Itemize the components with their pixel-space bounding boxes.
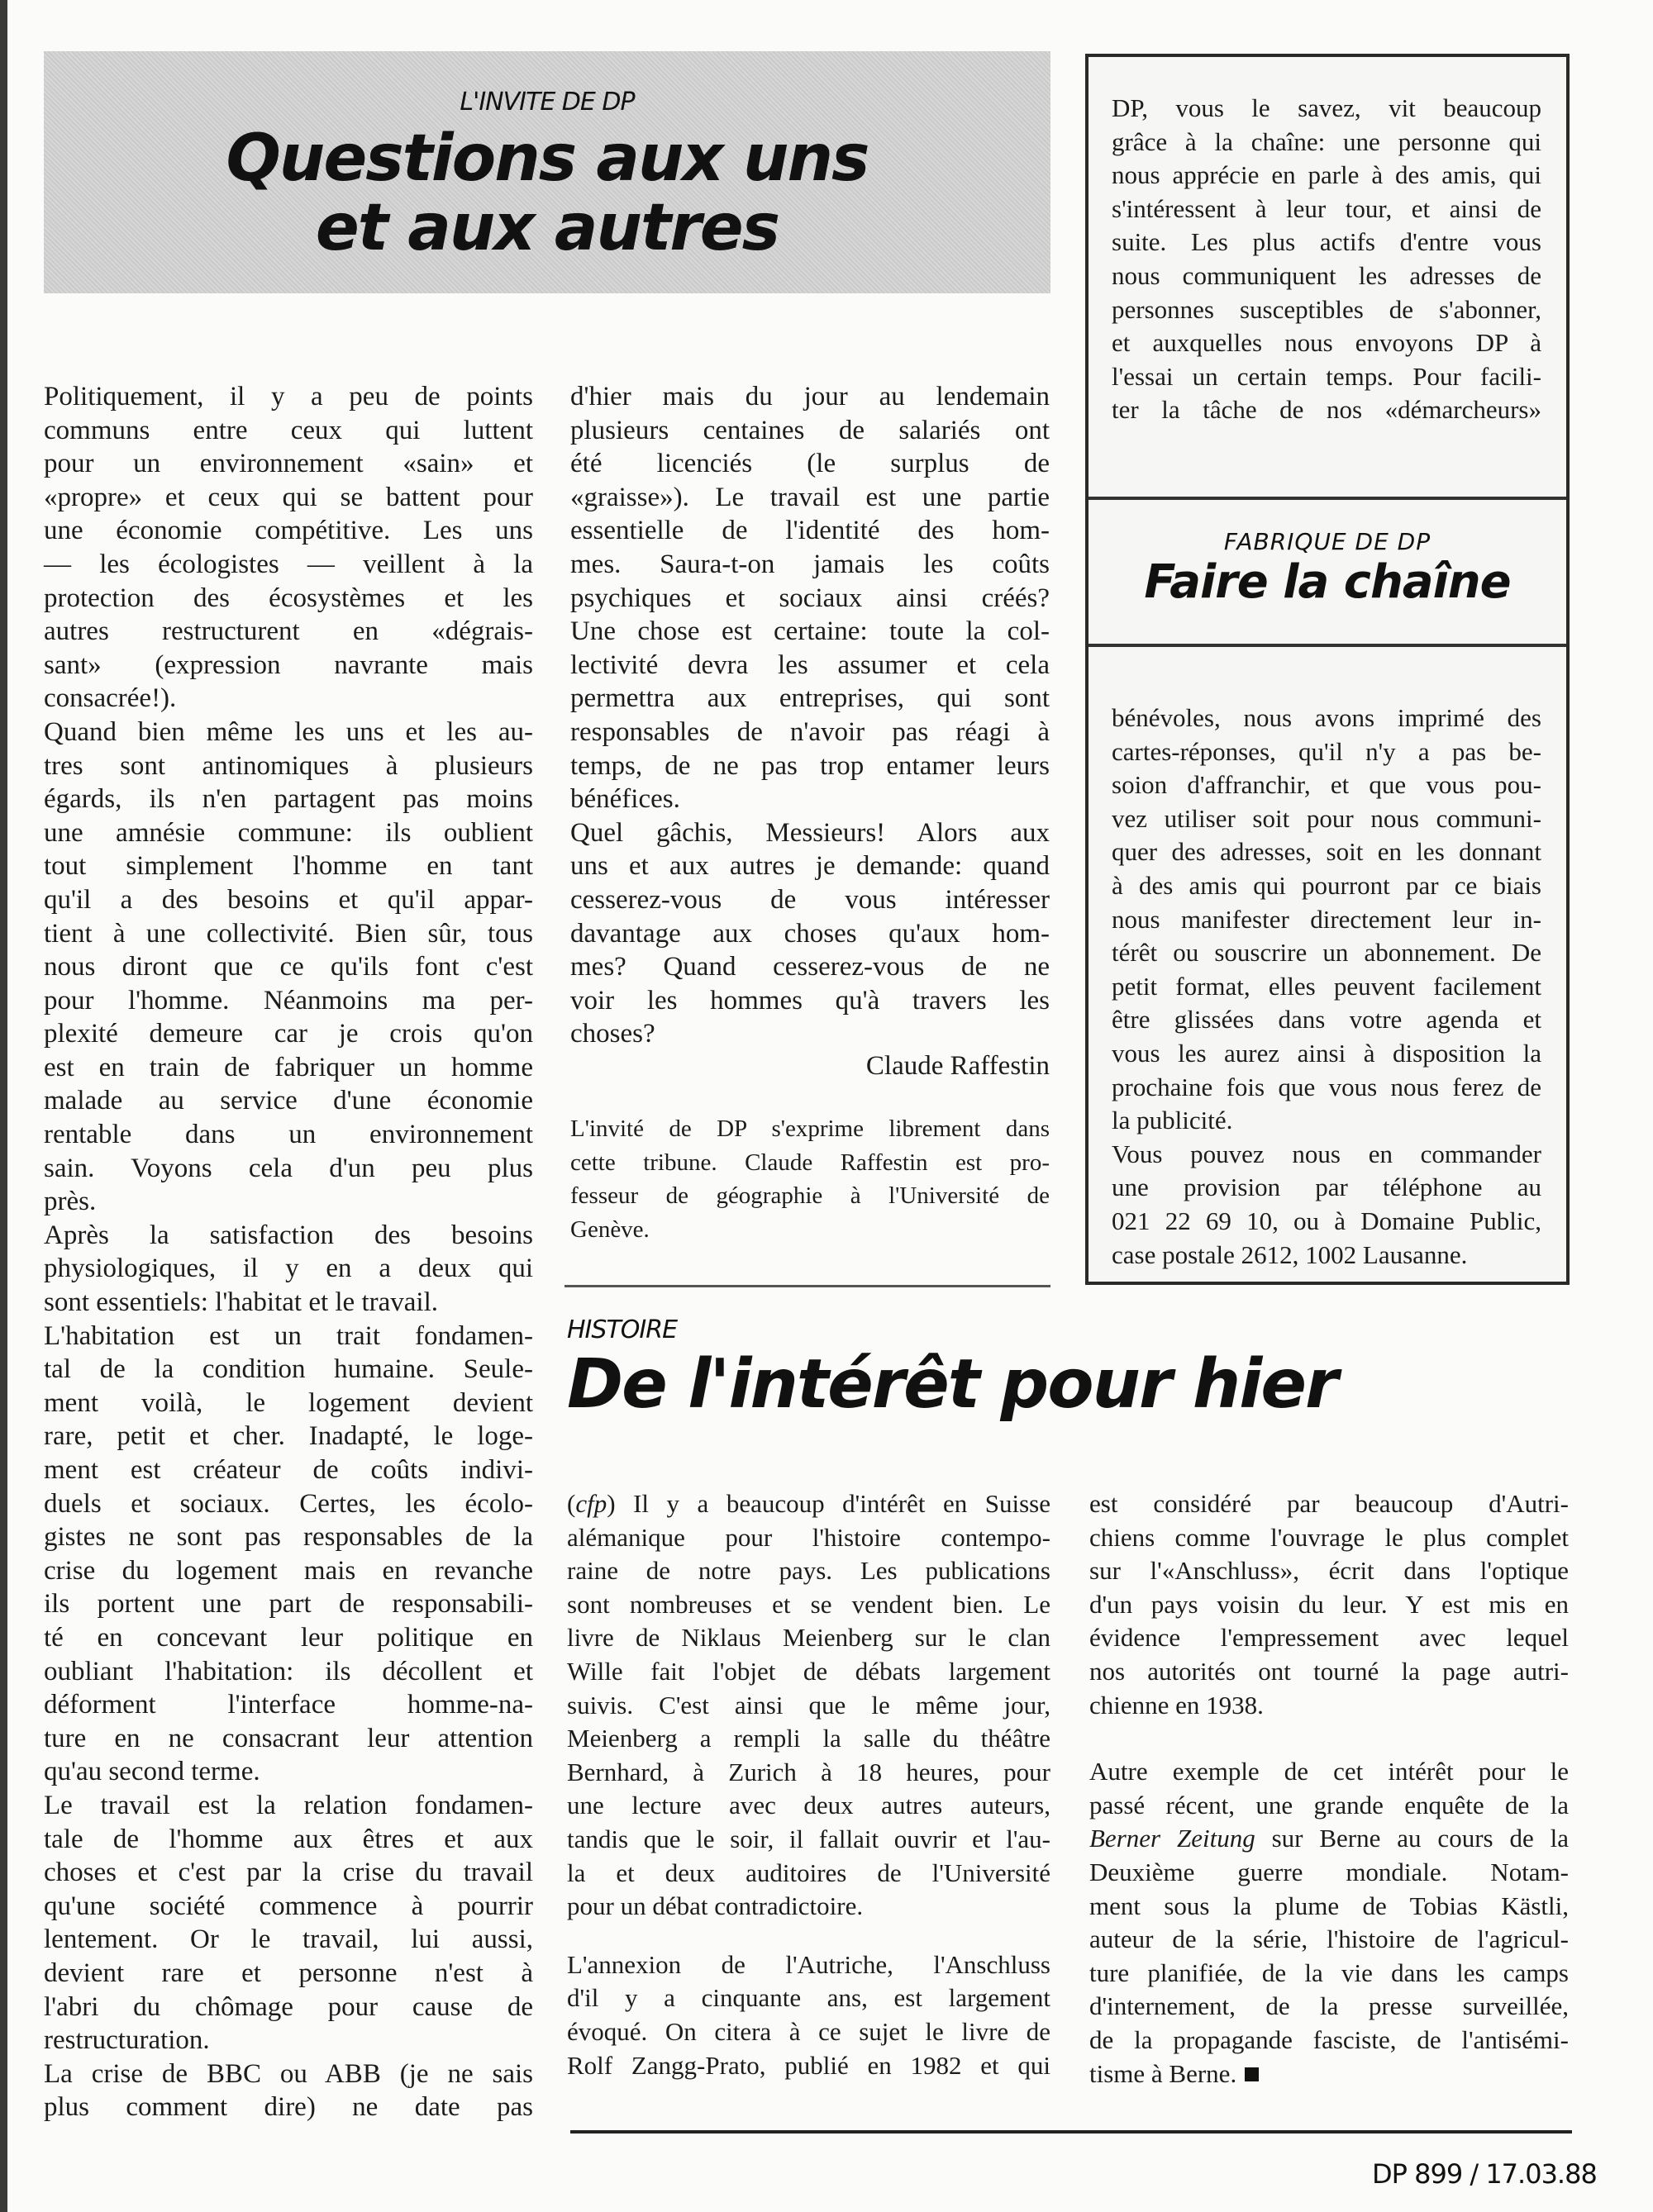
histoire-line: L'annexion de l'Autriche, l'Anschluss (567, 1949, 1050, 1979)
histoire-line: Rolf Zangg-Prato, publié en 1982 et qui (567, 2050, 1050, 2080)
fabrique-body-line: térêt ou souscrire un abonnement. De (1112, 938, 1541, 968)
invite-line: physiologiques, il y en a deux qui (44, 1253, 533, 1284)
invite-note-line: fesseur de géographie à l'Université de (570, 1182, 1050, 1210)
invite-line: lectivité devra les assumer et cela (570, 649, 1050, 680)
histoire-first-line-text: Il y a beaucoup d'intérêt en Suisse (633, 1489, 1050, 1518)
fabrique-kicker: FABRIQUE DE DP (1223, 528, 1431, 555)
invite-line: tal de la condition humaine. Seule- (44, 1354, 533, 1385)
invite-line: voir les hommes qu'à travers les (570, 985, 1050, 1016)
issue-footer: DP 899 / 17.03.88 (1372, 2158, 1597, 2190)
histoire-line: alémanique pour l'histoire contempo- (567, 1522, 1050, 1552)
invite-line: autres restructurent en «dégrais- (44, 616, 533, 647)
invite-line: pour l'homme. Néanmoins ma per- (44, 985, 533, 1016)
histoire-line (1089, 1822, 1569, 1856)
fabrique-divider-bottom (1089, 644, 1566, 647)
fabrique-intro-line: personnes susceptibles de s'abonner, (1112, 294, 1541, 324)
fabrique-body-line: une provision par téléphone au (1112, 1173, 1541, 1202)
invite-line: ils portent une part de responsabili- (44, 1589, 533, 1620)
fabrique-intro-line: ter la tâche de nos «démarcheurs» (1112, 395, 1541, 425)
invite-header-box (44, 51, 1050, 293)
histoire-column-2 (1089, 1487, 1569, 2091)
fabrique-body-line: prochaine fois que vous nous ferez de (1112, 1072, 1541, 1101)
fabrique-divider-top (1089, 497, 1566, 500)
histoire-line: passé récent, une grande enquête de la (1089, 1790, 1569, 1820)
invite-line: égards, ils n'en partagent pas moins (44, 784, 533, 815)
fabrique-intro-line: l'essai un certain temps. Pour facili- (1112, 361, 1541, 391)
invite-footnote (570, 1114, 1050, 1248)
fabrique-intro-line: et auxquelles nous envoyons DP à (1112, 328, 1541, 358)
invite-line: sain. Voyons cela d'un peu plus (44, 1153, 533, 1183)
histoire-line: Autre exemple de cet intérêt pour le (1089, 1757, 1569, 1786)
histoire-line: raine de notre pays. Les publications (567, 1556, 1050, 1586)
fabrique-intro-line: suite. Les plus actifs d'entre vous (1112, 227, 1541, 257)
invite-line: communs entre ceux qui luttent (44, 415, 533, 445)
histoire-line: la et deux auditoires de l'Université (567, 1858, 1050, 1887)
invite-line: crise du logement mais en revanche (44, 1555, 533, 1586)
footer-rule (570, 2130, 1572, 2134)
histoire-line: pour un débat contradictoire. (567, 1891, 864, 1921)
invite-line: déforment l'interface homme-na- (44, 1690, 533, 1720)
histoire-line: est considéré par beaucoup d'Autri- (1089, 1489, 1569, 1518)
invite-line: rentable dans un environnement (44, 1120, 533, 1150)
histoire-line: nos autorités ont tourné la page autri- (1089, 1656, 1569, 1686)
invite-line: restructuration. (44, 2025, 210, 2056)
histoire-line: évidence l'empressement avec lequel (1089, 1623, 1569, 1653)
histoire-line: ture planifiée, de la vie dans les camps (1089, 1958, 1569, 1987)
invite-title-line-1: Questions aux uns (226, 121, 869, 196)
fabrique-body-line: cartes-réponses, qu'il n'y a pas be- (1112, 736, 1541, 766)
fabrique-intro-line: nous communiquent les adresses de (1112, 260, 1541, 290)
invite-line: responsables de n'avoir pas réagi à (570, 716, 1050, 747)
newspaper-name: Berner Zeitung (1089, 1824, 1255, 1853)
invite-column-2 (570, 380, 1050, 1051)
invite-line: consacrée!). (44, 683, 177, 714)
histoire-line: chiens comme l'ouvrage le plus complet (1089, 1522, 1569, 1552)
fabrique-intro-line: s'intéressent à leur tour, et ainsi de (1112, 193, 1541, 223)
invite-line: devient rare et personne n'est à (44, 1958, 533, 1988)
histoire-line: auteur de la série, l'histoire de l'agricul- (1089, 1924, 1569, 1954)
invite-author: Claude Raffestin (865, 1051, 1050, 1081)
histoire-line-text: sur Berne au cours de la (1271, 1824, 1569, 1853)
invite-note-line: L'invité de DP s'exprime librement dans (570, 1116, 1050, 1142)
invite-line: Après la satisfaction des besoins (44, 1220, 533, 1250)
histoire-line: sur l'«Anschluss», écrit dans l'optique (1089, 1556, 1569, 1586)
histoire-byline: cfp (575, 1489, 607, 1518)
histoire-line: de la propagande fasciste, de l'antisémi- (1089, 2024, 1569, 2054)
fabrique-body-line: vous les aurez ainsi à disposition la (1112, 1038, 1541, 1068)
fabrique-intro-line: grâce à la chaîne: une personne qui (1112, 126, 1541, 156)
invite-line: d'hier mais du jour au lendemain (570, 382, 1050, 411)
section-divider (564, 1285, 1050, 1287)
invite-line: Le travail est la relation fondamen- (44, 1790, 533, 1820)
invite-line: rare, petit et cher. Inadapté, le loge- (44, 1421, 533, 1452)
invite-line: tres sont antinomiques à plusieurs (44, 750, 533, 781)
invite-line: Quand bien même les uns et les au- (44, 716, 533, 747)
histoire-line: d'un pays voisin du leur. Y est mis en (1089, 1589, 1569, 1619)
invite-title-line-2: et aux autres (315, 191, 779, 265)
fabrique-body-line: petit format, elles peuvent facilement (1112, 971, 1541, 1001)
fabrique-body-line: être glissées dans votre agenda et (1112, 1005, 1541, 1035)
histoire-first-line: (cfp) Il y a beaucoup d'intérêt en Suisse (567, 1489, 1050, 1518)
histoire-line: d'internement, de la presse surveillée, (1089, 1991, 1569, 2021)
fabrique-intro-line: DP, vous le savez, vit beaucoup (1112, 93, 1541, 122)
invite-column-1 (44, 380, 533, 2124)
invite-line: Une chose est certaine: toute la col- (570, 616, 1050, 647)
invite-line: bénéfices. (570, 784, 680, 815)
invite-title (44, 121, 1050, 265)
invite-line: plusieurs centaines de salariés ont (570, 415, 1050, 445)
invite-line: une économie compétitive. Les uns (44, 516, 533, 546)
histoire-line: Deuxième guerre mondiale. Notam- (1089, 1857, 1569, 1886)
invite-line: davantage aux choses qu'aux hom- (570, 918, 1050, 949)
invite-line: «graisse»). Le travail est une partie (570, 482, 1050, 512)
histoire-title: De l'intérêt pour hier (567, 1345, 1337, 1424)
invite-line: permettra aux entreprises, qui sont (570, 683, 1050, 714)
histoire-kicker: HISTOIRE (567, 1315, 678, 1344)
invite-kicker: L'INVITE DE DP (460, 88, 635, 117)
histoire-line: tandis que le soir, il fallait ouvrir et l'au- (567, 1824, 1050, 1853)
invite-line: tient à une collectivité. Bien sûr, tous (44, 918, 533, 949)
invite-line: l'abri du chômage pour cause de (44, 1991, 533, 2022)
invite-line: té en concevant leur politique en (44, 1622, 533, 1653)
histoire-column-1 (567, 1487, 1050, 2082)
invite-line: choses? (570, 1019, 655, 1049)
invite-line: sant» (expression navrante mais (44, 649, 533, 680)
fabrique-body-line: quer des adresses, soit en les donnant (1112, 837, 1541, 867)
histoire-line: chienne en 1938. (1089, 1690, 1264, 1720)
invite-line: qu'il a des besoins et qu'il appar- (44, 884, 533, 915)
fabrique-body-line: 021 22 69 10, ou à Domaine Public, (1112, 1206, 1541, 1235)
invite-line: ment est créateur de coûts indivi- (44, 1455, 533, 1485)
fabrique-intro (1112, 92, 1541, 427)
fabrique-body-line: vez utiliser soit pour nous communi- (1112, 803, 1541, 833)
invite-line: plus comment dire) ne date pas (44, 2092, 533, 2123)
invite-author-block (570, 1049, 1050, 1083)
invite-line: gistes ne sont pas responsables de la (44, 1522, 533, 1553)
invite-line: malade au service d'une économie (44, 1086, 533, 1116)
invite-line: tale de l'homme aux êtres et aux (44, 1824, 533, 1854)
fabrique-body-line: la publicité. (1112, 1106, 1233, 1135)
invite-line: protection des écosystèmes et les (44, 583, 533, 613)
histoire-line: tisme à Berne. (1089, 2057, 1569, 2091)
invite-line: ture en ne consacrant leur attention (44, 1723, 533, 1753)
histoire-line: une lecture avec deux autres auteurs, (567, 1791, 1050, 1820)
fabrique-body-line: case postale 2612, 1002 Lausanne. (1112, 1239, 1468, 1269)
invite-line: qu'au second terme. (44, 1757, 260, 1787)
invite-line: essentielle de l'identité des hom- (570, 516, 1050, 546)
histoire-line: Wille fait l'objet de débats largement (567, 1656, 1050, 1686)
invite-line: sont essentiels: l'habitat et le travail. (44, 1287, 438, 1318)
histoire-line: évoqué. On citera à ce sujet le livre de (567, 2016, 1050, 2046)
invite-line: près. (44, 1187, 97, 1217)
fabrique-box (1085, 54, 1570, 1285)
fabrique-body (1112, 702, 1541, 1272)
invite-line: duels et sociaux. Certes, les écolo- (44, 1488, 533, 1519)
invite-line: nous diront que ce qu'ils font c'est (44, 952, 533, 982)
invite-line: oubliant l'habitation: ils décollent et (44, 1656, 533, 1686)
invite-line: été licenciés (le surplus de (570, 449, 1050, 479)
invite-line: temps, de ne pas trop entamer leurs (570, 750, 1050, 781)
fabrique-body-line: bénévoles, nous avons imprimé des (1112, 703, 1541, 732)
invite-line: pour un environnement «sain» et (44, 449, 533, 479)
histoire-line: Bernhard, à Zurich à 18 heures, pour (567, 1757, 1050, 1786)
invite-line: cesserez-vous de vous intéresser (570, 884, 1050, 915)
fabrique-body-line: nous manifester directement leur in- (1112, 904, 1541, 934)
invite-line: — les écologistes — veillent à la (44, 549, 533, 579)
invite-line: Politiquement, il y a peu de points (44, 382, 533, 411)
page-scan-edge (0, 0, 7, 2212)
histoire-line: livre de Niklaus Meienberg sur le clan (567, 1623, 1050, 1653)
fabrique-body-line: à des amis qui pourront par ce biais (1112, 870, 1541, 900)
invite-line: lentement. Or le travail, lui aussi, (44, 1924, 533, 1955)
fabrique-body-line: soion d'affranchir, et que vous pou- (1112, 770, 1541, 800)
invite-line: qu'une société commence à pourrir (44, 1891, 533, 1921)
invite-line: mes. Saura-t-on jamais les coûts (570, 549, 1050, 579)
invite-line: choses et c'est par la crise du travail (44, 1858, 533, 1888)
histoire-line: Meienberg a rempli la salle du théâtre (567, 1724, 1050, 1753)
invite-line: Quel gâchis, Messieurs! Alors aux (570, 817, 1050, 848)
invite-line: ment voilà, le logement devient (44, 1387, 533, 1418)
fabrique-title: Faire la chaîne (1144, 555, 1511, 609)
invite-line: La crise de BBC ou ABB (je ne sais (44, 2058, 533, 2089)
invite-line: tout simplement l'homme en tant (44, 851, 533, 882)
histoire-line: d'il y a cinquante ans, est largement (567, 1983, 1050, 2013)
histoire-line: suivis. C'est ainsi que le même jour, (567, 1690, 1050, 1720)
histoire-line: sont nombreuses et se vendent bien. Le (567, 1589, 1050, 1619)
invite-line: mes? Quand cesserez-vous de ne (570, 952, 1050, 982)
invite-line: psychiques et sociaux ainsi créés? (570, 583, 1050, 613)
invite-line: est en train de fabriquer un homme (44, 1052, 533, 1082)
fabrique-intro-line: nous apprécie en parle à des amis, qui (1112, 160, 1541, 190)
invite-line: une amnésie commune: ils oublient (44, 817, 533, 848)
histoire-line: ment sous la plume de Tobias Kästli, (1089, 1891, 1569, 1920)
invite-note-line: cette tribune. Claude Raffestin est pro- (570, 1149, 1050, 1176)
invite-note-line: Genève. (570, 1215, 650, 1243)
invite-line: «propre» et ceux qui se battent pour (44, 482, 533, 512)
invite-line: plexité demeure car je crois qu'on (44, 1019, 533, 1049)
invite-line: uns et aux autres je demande: quand (570, 851, 1050, 882)
invite-line: L'habitation est un trait fondamen- (44, 1320, 533, 1351)
end-of-article-mark (1245, 2067, 1259, 2081)
fabrique-body-line: Vous pouvez nous en commander (1112, 1139, 1541, 1168)
